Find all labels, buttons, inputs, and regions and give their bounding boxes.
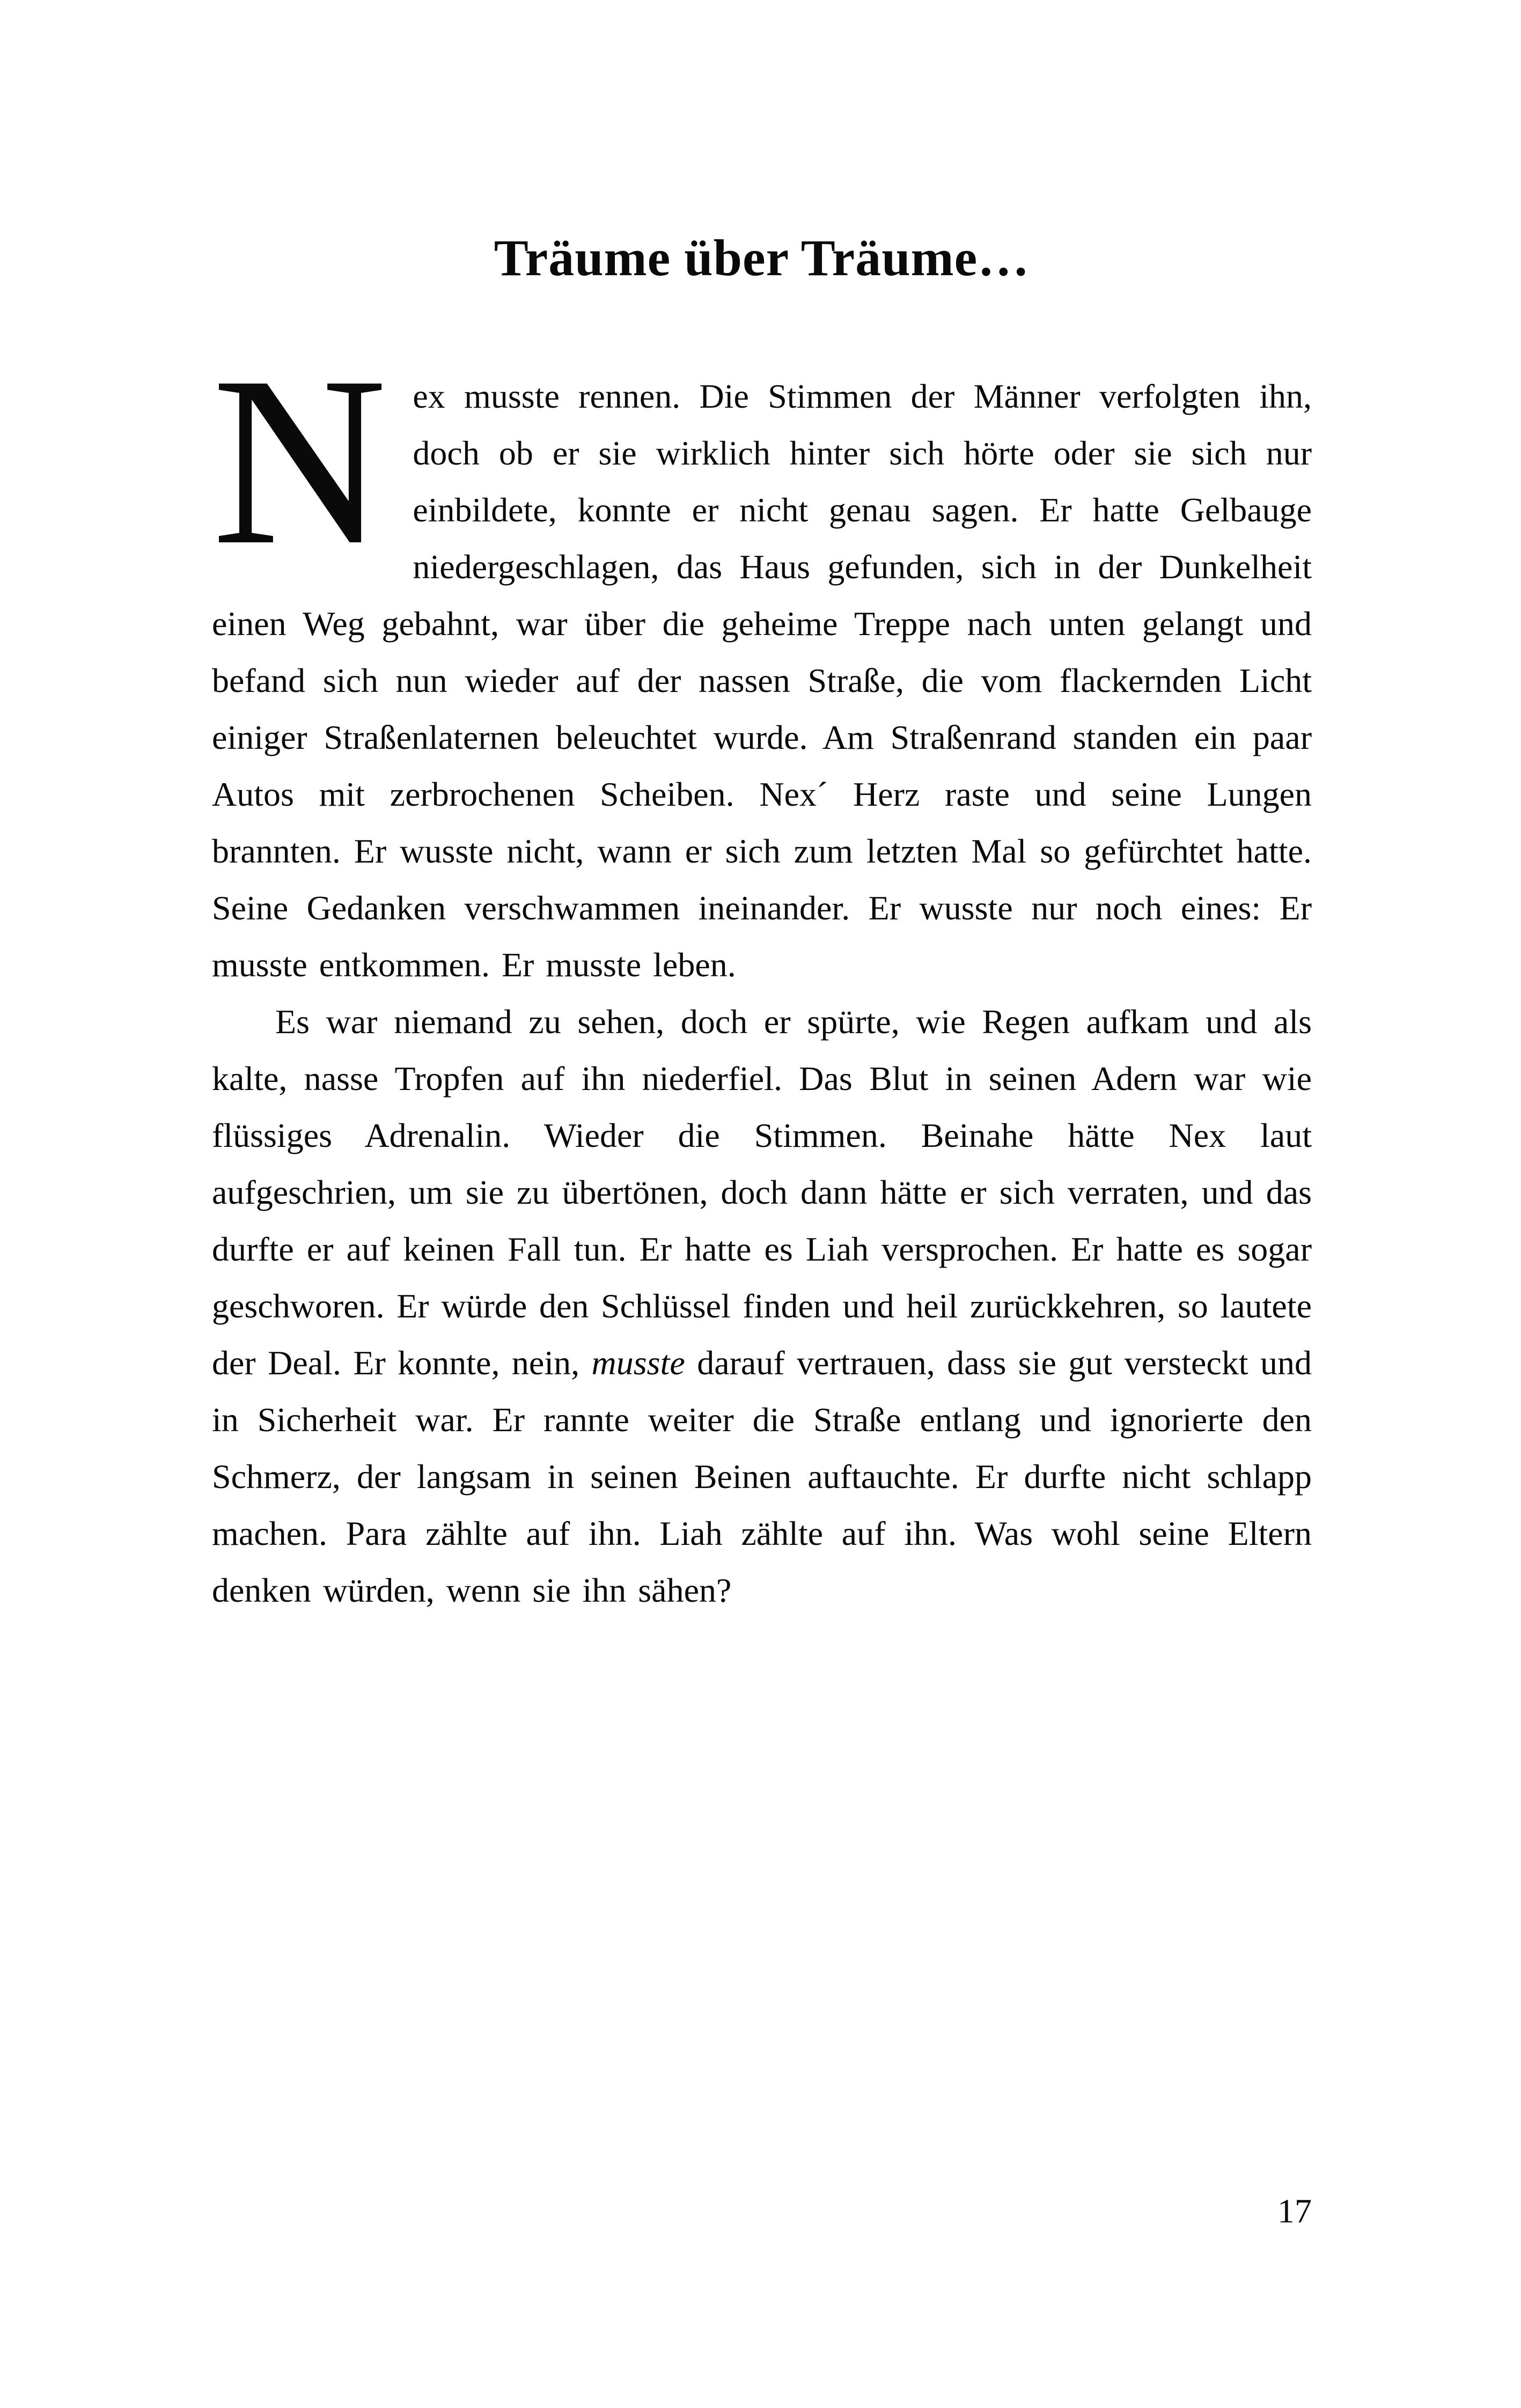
paragraph — [212, 326, 1312, 993]
page-number: 17 — [1277, 2192, 1312, 2230]
paragraph-text: ex musste rennen. Die Stimmen der Männer verfolgten ihn, doch ob er sie wirklich hinter sich hörte oder sie sich nur einbildete, konnte er nicht genau sagen. Er hatte Gelbauge niedergeschlagen, das Haus gefunden, sich in der Dunkelheit einen Weg gebahnt, war über die geheime Treppe nach unten gelangt und befand sich nun wieder auf der nassen Straße, die vom flackernden Licht einiger Straßenlaternen beleuchtet wurde. Am Straßenrand standen ein paar Autos mit zerbrochenen Scheiben. Nex´ Herz raste und seine Lungen brannten. Er wusste nicht, wann er sich zum letzten Mal so gefürchtet hatte. Seine Gedanken verschwammen ineinander. Er wusste nur noch eines: Er musste entkommen. Er musste leben. — [212, 377, 1312, 984]
drop-cap: N — [212, 326, 387, 595]
chapter-title: Träume über Träume… — [494, 229, 1030, 286]
paragraph: Es war niemand zu sehen, doch er spürte, wie Regen aufkam und als kalte, nasse Tropfen auf ihn niederfiel. Das Blut in seinen Adern war wie flüssiges Adrenalin. Wieder die Stimmen. Beinahe hätte Nex laut aufgeschrien, um sie zu übertönen, doch dann hätte er sich verraten, und das durfte er auf keinen Fall tun. Er hatte es Liah versprochen. Er hatte es sogar geschworen. Er würde den Schlüssel finden und heil zurückkehren, so lautete der Deal. Er konnte, nein, musste darauf vertrauen, dass sie gut versteckt und in Sicherheit war. Er rannte weiter die Straße entlang und ignorierte den Schmerz, der langsam in seinen Beinen auftauchte. Er durfte nicht schlapp machen. Para zählte auf ihn. Liah zählte auf ihn. Was wohl seine Eltern denken würden, wenn sie ihn sähen? — [212, 1003, 1312, 1609]
